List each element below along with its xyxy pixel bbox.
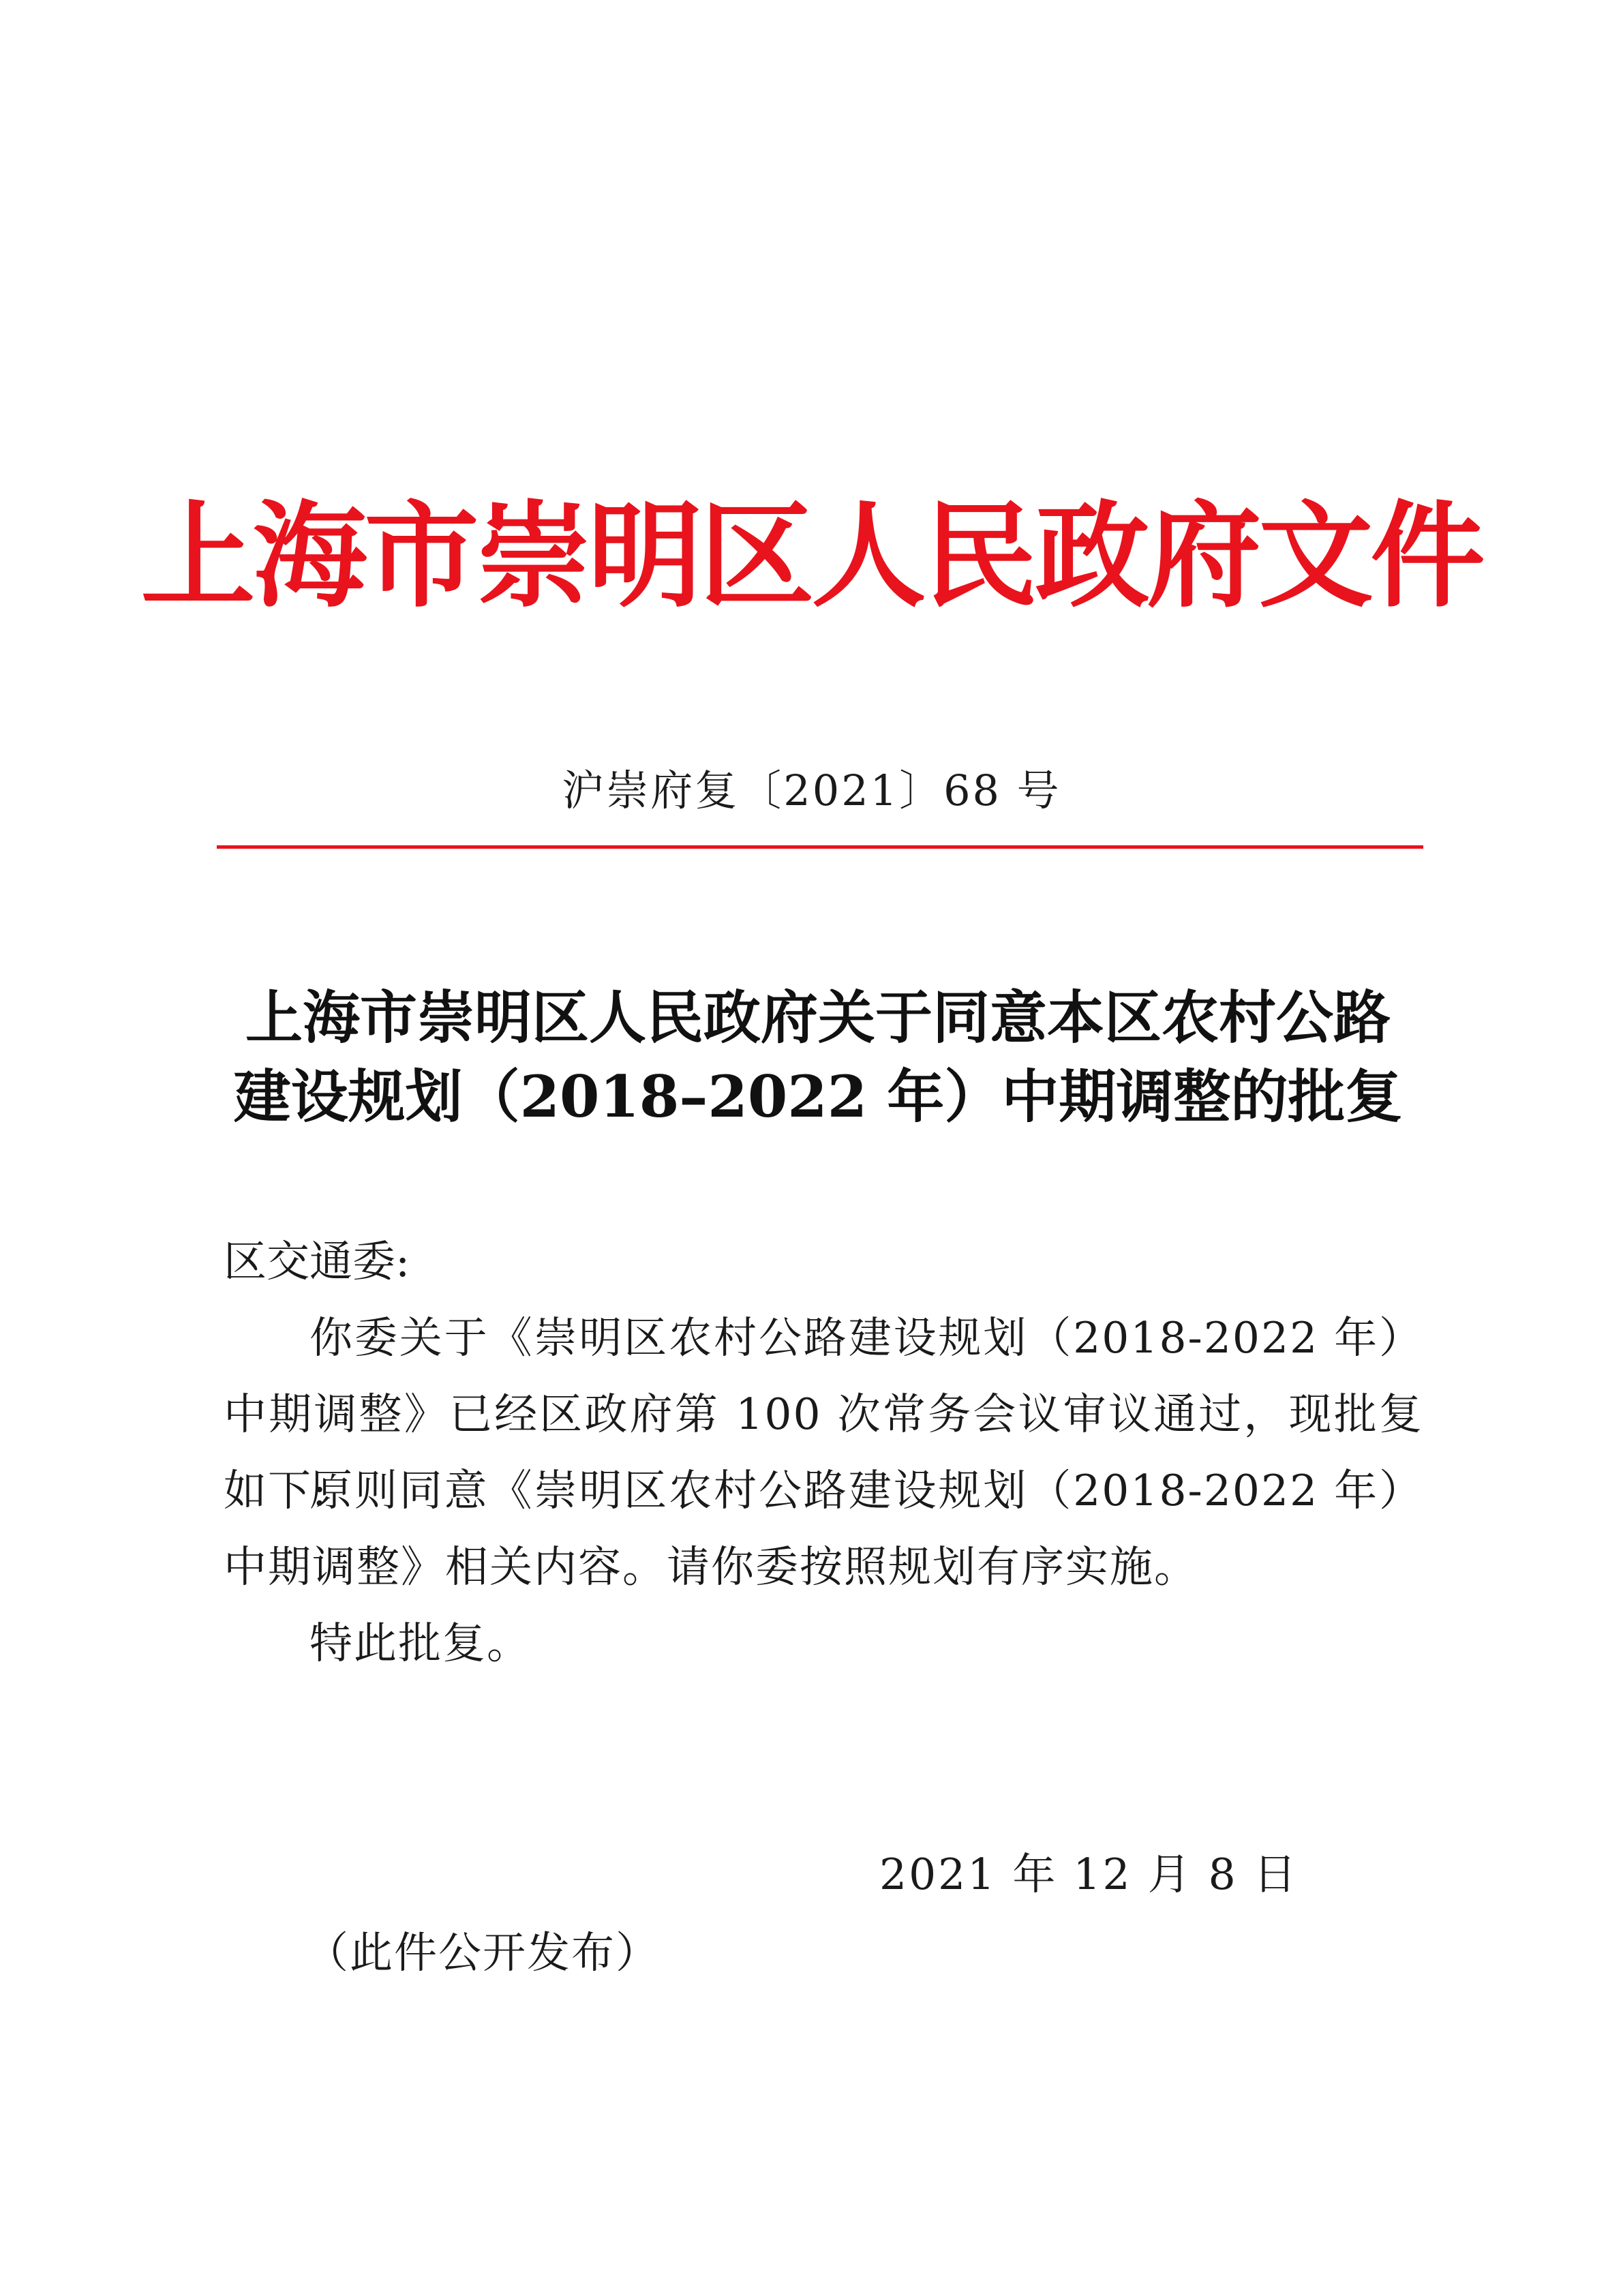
document-title (204, 978, 1431, 1136)
addressee: 区交通委: (224, 1237, 410, 1286)
issue-date: 2021 年 12 月 8 日 (879, 1849, 1299, 1899)
body-paragraph-1: 你委关于《崇明区农村公路建设规划（2018-2022 年）中期调整》已经区政府第 100 次常务会议审议通过，现批复如下: (224, 1313, 1423, 1515)
document-title-line-1: 上海市崇明区人民政府关于同意本区农村公路 (245, 984, 1391, 1051)
body-paragraph-2: 原则同意《崇明区农村公路建设规划（2018-2022 年）中期调整》相关内容。请你委按照规划有序实施。 (224, 1466, 1423, 1592)
document-number: 沪崇府复〔2021〕68 号 (562, 766, 1061, 815)
document-masthead: 上海市崇明区人民政府文件 (140, 488, 1483, 623)
red-separator-line (217, 845, 1423, 849)
document-title-line-2: 建设规划（2018–2022 年）中期调整的批复 (233, 1063, 1403, 1130)
publication-note: （此件公开发布） (305, 1928, 660, 1978)
closing-statement: 特此批复。 (309, 1618, 531, 1668)
